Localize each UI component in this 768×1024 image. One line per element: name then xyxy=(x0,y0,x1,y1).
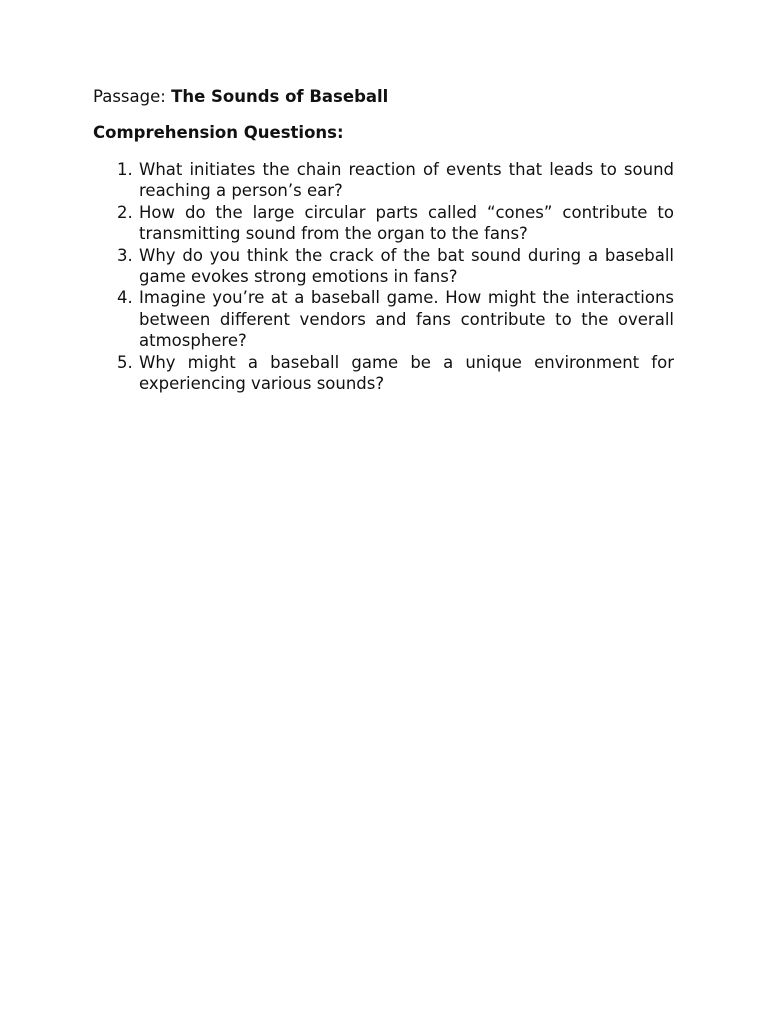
question-item xyxy=(93,245,674,288)
question-text: Why do you think the crack of the bat sound during a baseball game evokes strong emotions in fans? xyxy=(139,245,674,287)
question-list xyxy=(93,159,674,394)
question-text: What initiates the chain reaction of events that leads to sound reaching a person’s ear? xyxy=(139,160,674,201)
question-number: 1. xyxy=(117,160,133,179)
document-page xyxy=(93,86,674,394)
question-number: 5. xyxy=(117,352,133,372)
question-item xyxy=(93,159,674,202)
question-text: Imagine you’re at a baseball game. How might the interactions between different vendors and fans contribute to the overall atmosphere? xyxy=(139,288,674,351)
passage-label: Passage: xyxy=(93,87,166,106)
question-item xyxy=(93,352,674,395)
passage-line xyxy=(93,86,674,108)
question-text: Why might a baseball game be a unique environment for experiencing various sounds? xyxy=(139,352,674,394)
question-number: 3. xyxy=(117,245,133,265)
question-item xyxy=(93,287,674,351)
question-text: How do the large circular parts called “cones” contribute to transmitting sound from the organ to the fans? xyxy=(139,202,674,244)
question-number: 4. xyxy=(117,288,133,308)
question-number: 2. xyxy=(117,202,133,222)
passage-title: The Sounds of Baseball xyxy=(171,87,389,106)
questions-heading: Comprehension Questions: xyxy=(93,123,344,142)
question-item xyxy=(93,202,674,245)
